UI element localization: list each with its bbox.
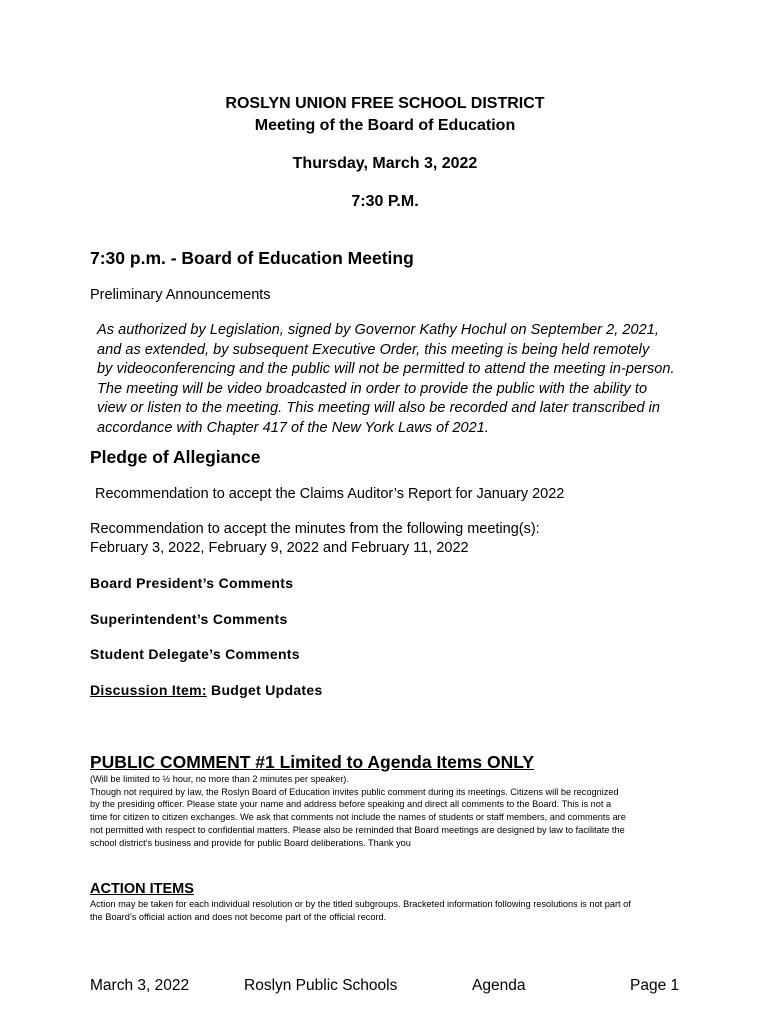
minutes-dates: February 3, 2022, February 9, 2022 and February 11, 2022 bbox=[90, 540, 469, 556]
announcement-line: As authorized by Legislation, signed by Governor Kathy Hochul on September 2, 2021, bbox=[97, 322, 659, 338]
public-comment-text bbox=[90, 773, 626, 849]
public-comment-line: by the presiding officer. Please state your name and address before speaking and direct all comments to the Board. This is not a bbox=[90, 799, 612, 810]
pledge-heading: Pledge of Allegiance bbox=[90, 447, 261, 467]
footer-document-type: Agenda bbox=[472, 977, 526, 994]
student-delegate-comments: Student Delegate’s Comments bbox=[90, 646, 300, 662]
action-items-line: the Board’s official action and does not become part of the official record. bbox=[90, 911, 387, 922]
public-comment-line: (Will be limited to ½ hour, no more than 2 minutes per speaker). bbox=[90, 774, 349, 784]
public-comment-line: not permitted with respect to confidential matters. Please also be reminded that Board meetings are designed by law to facilitate the bbox=[90, 824, 625, 835]
announcement-line: accordance with Chapter 417 of the New York Laws of 2021. bbox=[97, 419, 489, 436]
action-items-title: ACTION ITEMS bbox=[90, 881, 194, 897]
footer-page-number: Page 1 bbox=[630, 977, 680, 994]
district-name: ROSLYN UNION FREE SCHOOL DISTRICT bbox=[225, 95, 545, 112]
meeting-title: Meeting of the Board of Education bbox=[254, 117, 516, 134]
president-comments: Board President’s Comments bbox=[90, 575, 294, 591]
announcement-line: by videoconferencing and the public will not be permitted to attend the meeting in-person. bbox=[97, 361, 675, 377]
footer-date: March 3, 2022 bbox=[90, 977, 190, 994]
public-comment-title: PUBLIC COMMENT #1 Limited to Agenda Items ONLY bbox=[90, 752, 535, 772]
superintendent-comments: Superintendent’s Comments bbox=[90, 611, 288, 627]
meeting-time: 7:30 P.M. bbox=[351, 193, 419, 210]
claims-recommendation: Recommendation to accept the Claims Auditor’s Report for January 2022 bbox=[95, 486, 565, 502]
minutes-recommendation: Recommendation to accept the minutes from the following meeting(s): bbox=[90, 521, 540, 537]
discussion-item bbox=[90, 682, 323, 698]
public-comment-line: Though not required by law, the Roslyn Board of Education invites public comment during its meetings. Citizens will be recognized bbox=[90, 786, 619, 797]
discussion-item-value: Budget Updates bbox=[211, 682, 323, 698]
meeting-date: Thursday, March 3, 2022 bbox=[292, 155, 478, 172]
announcement-line: The meeting will be video broadcasted in order to provide the public with the ability to bbox=[97, 380, 648, 397]
preliminary-announcements: Preliminary Announcements bbox=[90, 287, 271, 303]
announcement-line: and as extended, by subsequent Executive Order, this meeting is being held remotely bbox=[97, 341, 650, 358]
action-items-line: Action may be taken for each individual resolution or by the titled subgroups. Bracketed information following resolutions is not part of bbox=[90, 899, 631, 909]
action-items-text bbox=[90, 898, 631, 923]
announcement-paragraph bbox=[97, 321, 675, 438]
public-comment-line: school district’s business and provide for public Board deliberations. Thank you bbox=[90, 837, 411, 848]
discussion-item-label: Discussion Item: bbox=[90, 682, 207, 698]
public-comment-line: time for citizen to citizen exchanges. We ask that comments not include the names of students or staff members, and comments are bbox=[90, 812, 626, 823]
footer-organization: Roslyn Public Schools bbox=[244, 977, 398, 994]
announcement-line: view or listen to the meeting. This meeting will also be recorded and later transcribed in bbox=[97, 400, 661, 416]
section-board-meeting: 7:30 p.m. - Board of Education Meeting bbox=[90, 248, 414, 268]
